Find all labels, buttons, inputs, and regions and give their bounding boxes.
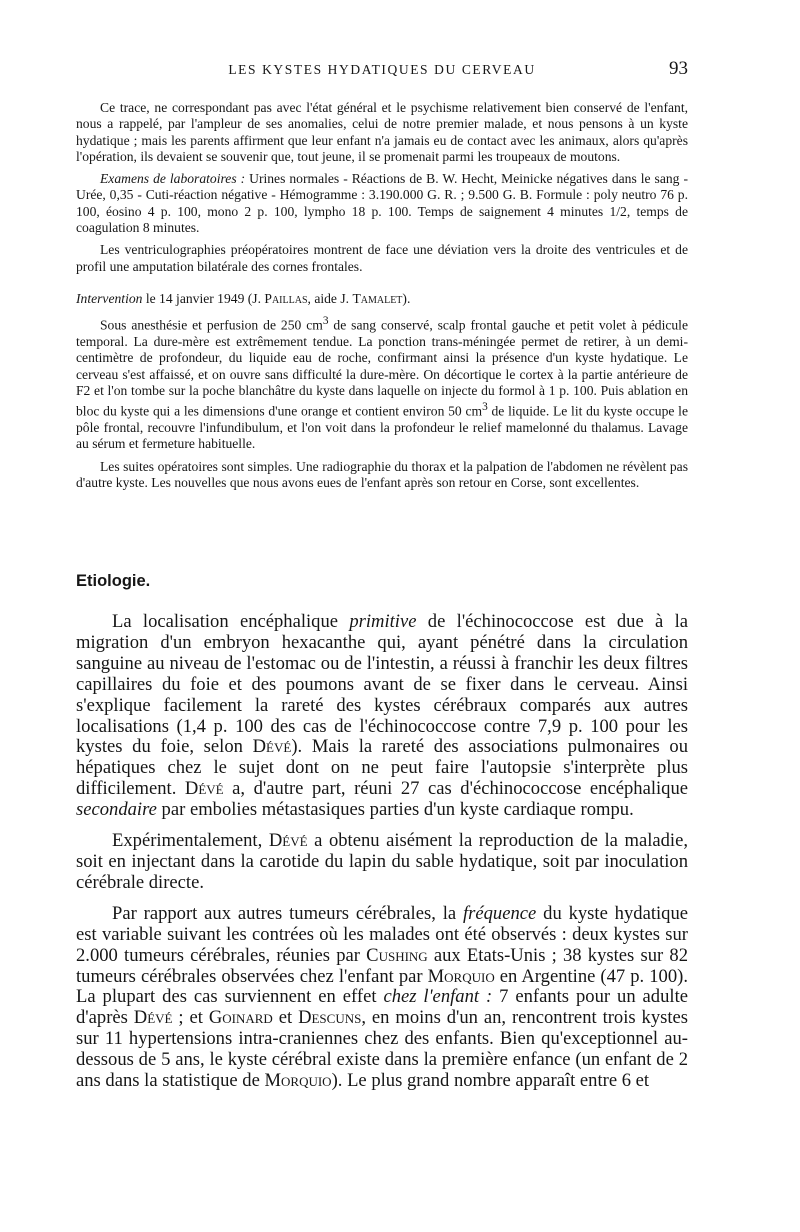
text-run: , en moins d'un an, rencontrent trois kystes sur 11 hypertensions intra-craniennes chez des enfants. Bien qu'exceptionnel au-dessous de 5 ans, le kyste cérébral existe dans la première enfance (un enfant de 2 ans dans la statistique de bbox=[76, 1007, 689, 1092]
text-run: Expérimentalement, bbox=[112, 830, 269, 852]
author-name: Dévé bbox=[184, 778, 224, 800]
assistant-name: Tamalet bbox=[352, 290, 403, 306]
surgeon-name: Paillas bbox=[264, 290, 308, 306]
operation-text-c: de liquide. Le lit du kyste occupe le pôle frontal, recouvre l'infundibulum, et l'on voit dans la profondeur le relief mamelonné du thalamus. Lavage au sérum et fermeture habituelle. bbox=[76, 403, 688, 452]
text-run: de l'échinococcose est due à la migration d'un embryon hexacanthe qui, ayant pénétré dans la circulation sanguine au niveau de l'estomac ou de l'intestin, a réussi à franchir les deux filtres capillaires du foie et des poumons avant de se fixer dans le cerveau. Ainsi s'explique facilement la rareté des kystes cérébraux comparés aux autres localisations (1,4 p. 100 des cas de l'échinococcose contre 7,9 p. 100 pour les kystes du foie, selon bbox=[76, 611, 688, 758]
lab-exams-label: Examens de laboratoires : bbox=[100, 171, 246, 187]
text-run: et bbox=[272, 1007, 299, 1029]
emphasis-frequence: fréquence bbox=[462, 902, 537, 924]
author-name: Morquio bbox=[427, 965, 495, 987]
localisation-paragraph bbox=[76, 612, 688, 821]
author-name: Dévé bbox=[268, 830, 308, 852]
author-name: Goinard bbox=[208, 1007, 273, 1029]
author-name: Descuns bbox=[298, 1007, 362, 1029]
emphasis-primitive: primitive bbox=[349, 611, 417, 632]
intervention-end: ). bbox=[402, 290, 411, 306]
text-run: a, d'autre part, réuni 27 cas d'échinococcose encéphalique bbox=[223, 778, 688, 800]
outcome-text: Les suites opératoires sont simples. Une radiographie du thorax et la palpation de l'abdomen ne révèlent pas d'autre kyste. Les nouvelles que nous avons eues de l'enfant après son retour en Corse, sont excellentes. bbox=[76, 458, 688, 490]
author-name: Morquio bbox=[264, 1070, 332, 1092]
text-run: Par rapport aux autres tumeurs cérébrales, la bbox=[112, 902, 463, 924]
running-head-title: LES KYSTES HYDATIQUES DU CERVEAU bbox=[228, 62, 536, 77]
operation-text-b: de sang conservé, scalp frontal gauche et petit volet à pédicule temporal. La dure-mère est extrêmement tendue. La ponction trans-méningée permet de retirer, à un demi-centimètre de profondeur, du liquide eau de roche, confirmant ainsi la présence d'un kyste hydatique. Le cerveau s'est affaissé, et on ouvre sans difficulté la dure-mère. On décortique le cortex à la partie antérieure de F2 et l'on tombe sur la poche blanchâtre du kyste dans laquelle on injecte du formol à 1 p. 100. Puis ablation en bloc du kyste qui a les dimensions d'une orange et contient environ 50 cm bbox=[76, 317, 688, 419]
intervention-paragraph bbox=[76, 291, 688, 307]
emphasis-chez-enfant: chez l'enfant : bbox=[383, 986, 493, 1008]
eeg-text: Ce trace, ne correspondant pas avec l'état général et le psychisme relativement bien conservé de l'enfant, nous a rappelé, par l'ampleur de ses anomalies, celui de notre premier malade, et nous pensons à un kyste hydatique ; mais les parents affirment que leur enfant n'a jamais eu de contact avec les animaux, alors qu'après l'opération, ils devaient se souvenir que, tout jeune, il se promenait parmi les troupeaux de moutons. bbox=[76, 100, 688, 164]
text-run: aux Etats-Unis ; 38 kystes sur 82 tumeurs cérébrales observées chez l'enfant par bbox=[76, 944, 688, 987]
text-run: a obtenu aisément la reproduction de la maladie, soit en injectant dans la carotide du lapin du sable hydatique, soit par inoculation cérébrale directe. bbox=[76, 830, 688, 893]
text-run: 7 enfants pour un adulte d'après bbox=[76, 986, 688, 1029]
text-run: du kyste hydatique est variable suivant les contrées où les malades ont été observés : deux kystes sur 2.000 tumeurs cérébrales, réunies par bbox=[76, 902, 689, 966]
case-observation bbox=[76, 100, 688, 497]
text-run: en Argentine (47 p. 100). La plupart des cas surviennent en effet bbox=[76, 965, 688, 1008]
cm3-superscript: 3 bbox=[482, 401, 488, 414]
operation-text-a: Sous anesthésie et perfusion de 250 cm bbox=[100, 317, 323, 333]
lab-exams-text: Urines normales - Réactions de B. W. Hecht, Meinicke négatives dans le sang - Urée, 0,35 - Cuti-réaction négative - Hémogramme : 3.190.000 G. R. ; 9.500 G. B. Formule : poly neutro 76 p. 100, éosino 4 p. 100, mono 2 p. 100, lympho 18 p. 100. Temps de saignement 4 minutes 1/2, temps de coagulation 8 minutes. bbox=[76, 171, 688, 236]
text-run: ). Le plus grand nombre apparaît entre 6 et bbox=[331, 1070, 650, 1092]
author-name: Dévé bbox=[133, 1007, 173, 1029]
etiologie-section bbox=[76, 612, 688, 1102]
page-number: 93 bbox=[669, 58, 688, 79]
experimental-paragraph bbox=[76, 831, 688, 894]
aide-text: , aide J. bbox=[307, 290, 353, 306]
section-heading: Etiologie. bbox=[76, 572, 151, 590]
lab-exams-paragraph bbox=[76, 171, 688, 236]
intervention-label: Intervention bbox=[76, 290, 143, 306]
author-name: Dévé bbox=[252, 736, 292, 758]
eeg-paragraph bbox=[76, 100, 688, 165]
outcome-paragraph bbox=[76, 459, 688, 492]
cm3-superscript: 3 bbox=[322, 315, 329, 328]
text-run: par embolies métastasiques parties d'un kyste cardiaque rompu. bbox=[156, 799, 634, 821]
frequency-paragraph bbox=[76, 904, 688, 1092]
operation-paragraph bbox=[76, 313, 688, 452]
text-run: ). Mais la rareté des associations pulmonaires ou hépatiques chez le sujet dont on ne peut faire l'autopsie s'interprète plus difficilement. bbox=[76, 736, 688, 800]
running-head bbox=[76, 58, 688, 86]
intervention-date: le 14 janvier 1949 (J. bbox=[142, 290, 265, 306]
emphasis-secondaire: secondaire bbox=[76, 799, 157, 821]
text-run: ; et bbox=[172, 1007, 209, 1029]
author-name: Cushing bbox=[366, 944, 428, 966]
ventriculography-text: Les ventriculographies préopératoires montrent de face une déviation vers la droite des ventricules et de profil une amputation bilatérale des cornes frontales. bbox=[76, 242, 688, 274]
text-run: La localisation encéphalique bbox=[112, 611, 350, 632]
ventriculography-paragraph bbox=[76, 242, 688, 275]
